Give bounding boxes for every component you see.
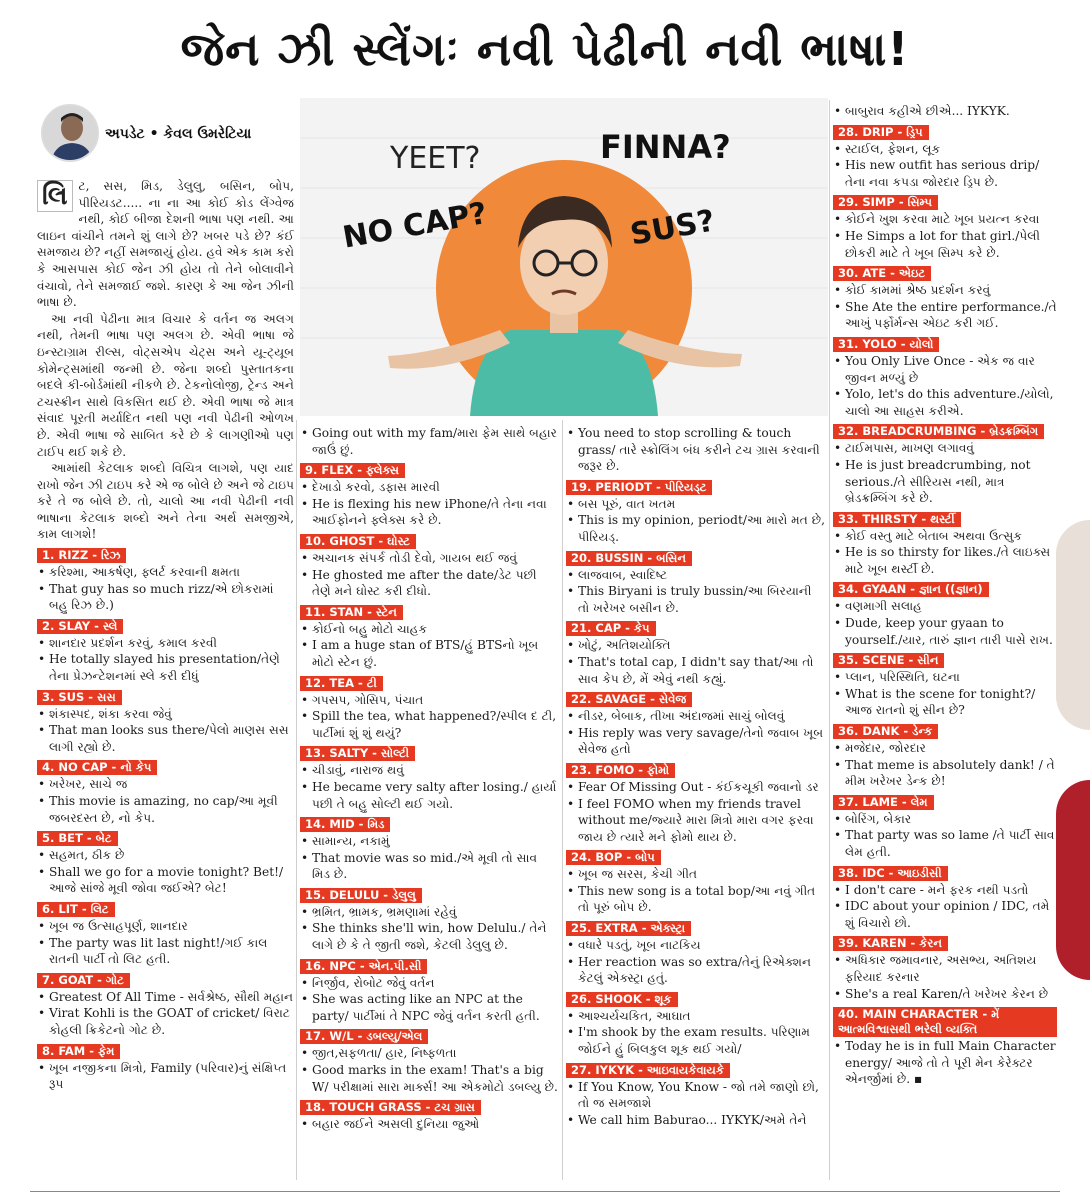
bullet-line: • ગપસપ, ગોસિપ, પંચાત: [300, 692, 558, 709]
slang-entry: [300, 744, 558, 812]
slang-entry: [566, 619, 826, 687]
bullet-line: • That meme is absolutely dank! / તે મીમ ખરેખર ડેન્ક છે!: [833, 757, 1057, 790]
slang-term-tag: 36. DANK - ડેન્ક: [833, 724, 938, 739]
slang-term-tag: 6. LIT - લિટ: [37, 902, 115, 917]
bullet-line: • બાબુરાવ કહીએ છીએ... IYKYK.: [833, 103, 1057, 120]
slang-term-tag: 5. BET - બેટ: [37, 831, 118, 846]
bullet-line: • She's a real Karen/તે ખરેખર કેરન છે: [833, 986, 1057, 1003]
bullet-line: • You need to stop scrolling & touch grass/ તારે સ્ક્રોલિંગ બંધ કરીને ટચ ગ્રાસ કરવાની જરૂર છે.: [566, 425, 826, 475]
slang-entry: [566, 690, 826, 758]
slang-bullets: [833, 528, 1057, 578]
byline: અપડેટ • કેવલ ઉમરેટિયા: [105, 126, 252, 142]
slang-entry: [566, 919, 826, 987]
slang-bullets: [833, 440, 1057, 506]
slang-entry: [37, 758, 294, 826]
bullet-line: • We call him Baburao... IYKYK/અમે તેને: [566, 1112, 826, 1129]
slang-bullets: [833, 811, 1057, 861]
bullet-line: • બોરિંગ, બેકાર: [833, 811, 1057, 828]
headline: જેન ઝી સ્લેંગઃ નવી પેઢીની નવી ભાષા!: [180, 22, 910, 76]
slang-entry: [833, 651, 1057, 719]
slang-entry: [566, 990, 826, 1058]
slang-entry: [37, 688, 294, 756]
slang-term-tag: 27. IYKYK - આઇવાયકેવાયકે: [566, 1063, 730, 1078]
intro-paragraph: લિ ટ, સસ, મિડ, ડેલુલુ, બસિન, બોપ, પીરિયડટ..... ના ના આ કોઈ કોડ લેંગ્વેજ નથી, કોઈ બીજા દેશની ભાષા પણ નથી. આ લાઇન વાંચીને તમને શું લાગે છે? ખબર પડે છે? કંઈ સમજાય છે? નહીં સમજાયું હોય. હવે એક કામ કરો કે આસપાસ કોઈ જેન ઝી હોય તો તેને બોલાવીને વંચાવો, તેને સમજાઈ જશે. કારણ કે આ જેન ઝીની ભાષા છે.: [37, 179, 294, 310]
bullet-line: • કોઈ વસ્તુ માટે બેતાબ અથવા ઉત્સુક: [833, 528, 1057, 545]
slang-term-tag: 1. RIZZ - રિઝ: [37, 548, 126, 563]
slang-term-tag: 18. TOUCH GRASS - ટચ ગ્રાસ: [300, 1100, 481, 1115]
bullet-line: • ખૂબ નજીકના મિત્રો, Family (પરિવાર)નું સંક્ષિપ્ત રૂપ: [37, 1060, 294, 1093]
bullet-line: • અચાનક સંપર્ક તોડી દેવો, ગાયબ થઈ જવું: [300, 550, 558, 567]
author-avatar: [41, 104, 99, 162]
slang-bullets: [37, 847, 294, 897]
bullet-line: • Her reaction was so extra/તેનું રિએક્શન કેટલું એક્સ્ટ્રા હતું.: [566, 954, 826, 987]
slang-term-tag: 39. KAREN - કેરન: [833, 936, 948, 951]
bullet-line: • He is so thirsty for likes./તે લાઇક્સ માટે ખૂબ થર્સ્ટી છે.: [833, 544, 1057, 577]
slang-bullets: [37, 989, 294, 1039]
slang-bullets: [300, 904, 558, 954]
slang-bullets: [833, 353, 1057, 419]
slang-entry: [566, 848, 826, 916]
word-nocap: NO CAP?: [340, 195, 490, 256]
slang-bullets: [833, 141, 1057, 191]
bullet-line: • મજેદાર, જોરદાર: [833, 740, 1057, 757]
slang-entry: [300, 603, 558, 671]
bullet-line: • That's total cap, I didn't say that/આ તો સાવ કેપ છે, મેં એવું નથી કહ્યું.: [566, 654, 826, 687]
column-divider: [829, 100, 830, 1180]
bullet-line: • He totally slayed his presentation/તેણે તેના પ્રેઝન્ટેશનમાં સ્લે કરી દીધું: [37, 651, 294, 684]
slang-term-tag: 12. TEA - ટી: [300, 676, 383, 691]
edge-photo: [1056, 520, 1090, 730]
bullet-line: • What is the scene for tonight?/આજ રાતનો શું સીન છે?: [833, 686, 1057, 719]
slang-bullets: [566, 708, 826, 758]
footer-rule: [30, 1191, 1060, 1192]
column-2: [300, 422, 558, 1133]
slang-entry: [566, 761, 826, 845]
column-3: [566, 422, 826, 1128]
confused-person-illustration: [300, 98, 828, 416]
slang-bullets: [566, 496, 826, 546]
bullet-line: • Yolo, let's do this adventure./યોલો, ચાલો આ સાહસ કરીએ.: [833, 386, 1057, 419]
slang-term-tag: 22. SAVAGE - સેવેજ: [566, 692, 692, 707]
slang-entry: [566, 1061, 826, 1129]
bullet-line: • Spill the tea, what happened?/સ્પીલ દ ટી, પાર્ટીમાં શું શું થયું?: [300, 708, 558, 741]
bullet-line: • That man looks sus there/પેલો માણસ સસ લાગી રહ્યો છે.: [37, 722, 294, 755]
bullet-line: • If You Know, You Know - જો તમે જાણો છો, તો જ સમજાશે: [566, 1079, 826, 1112]
column-4: [833, 100, 1057, 1088]
bullet-line: • આશ્ચર્યચકિત, આઘાત: [566, 1008, 826, 1025]
slang-entry: [833, 1005, 1057, 1088]
bullet-line: • Virat Kohli is the GOAT of cricket/ વિરાટ કોહલી ક્રિકેટનો ગોટ છે.: [37, 1005, 294, 1038]
slang-bullets: [833, 1038, 1057, 1088]
slang-entry: [833, 934, 1057, 1002]
slang-bullets: [300, 1116, 558, 1133]
slang-bullets: [833, 952, 1057, 1002]
intro-paragraph: આ નવી પેઢીના માત્ર વિચાર કે વર્તન જ અલગ નથી, તેમની ભાષા પણ અલગ છે. એવી ભાષા જે ઇન્સ્ટાગ્રામ રીલ્સ, વોટ્સએપ ચેટ્સ અને યૂ-ટ્યૂબ કોમેન્ટ્સમાંથી જન્મી છે. જેના શબ્દો પુસ્તાતકના બદલે કી-બોર્ડમાંથી નીકળે છે. ટેકનોલોજી, ટ્રેન્ડ અને ટચસ્ક્રીન સાથે વિકસિત થઈ છે. એવી ભાષા જે માત્ર સંવાદ પૂરતી મર્યાદિત નથી પણ નવી પેઢીની ઓળખ છે. એવી ભાષા જે સાબિત કરે છે કે લાગણીઓ પણ ટાઈપ થઈ શકે છે.: [37, 311, 294, 459]
slang-entry: [300, 1098, 558, 1133]
slang-bullets: [566, 866, 826, 916]
slang-bullets: [300, 975, 558, 1025]
bullet-line: • ખૂબ જ સરસ, કેચી ગીત: [566, 866, 826, 883]
slang-term-tag: 25. EXTRA - એક્સ્ટ્રા: [566, 921, 691, 936]
bullet-line: • Shall we go for a movie tonight? Bet!/ આજે સાંજે મૂવી જોવા જઈએ? બેટ!: [37, 864, 294, 897]
bullet-line: • I am a huge stan of BTS/હું BTSનો ખૂબ મોટો સ્ટેન છું.: [300, 637, 558, 670]
slang-bullets: [300, 550, 558, 600]
slang-term-tag: 21. CAP - કેપ: [566, 621, 656, 636]
slang-term-tag: 26. SHOOK - શૂક: [566, 992, 678, 1007]
slang-bullets: [37, 776, 294, 826]
slang-entry: [833, 193, 1057, 261]
bullet-line: • I'm shook by the exam results. પરિણામ જોઈને હું બિલકુલ શૂક થઈ ગયો/: [566, 1024, 826, 1057]
bullet-line: • The party was lit last night!/ગઈ કાલ રાતની પાર્ટી તો લિટ હતી.: [37, 935, 294, 968]
bullet-line: • સહમત, ઠીક છે: [37, 847, 294, 864]
slang-entry: [37, 1042, 294, 1093]
bullet-line: • શંકાસ્પદ, શંકા કરવા જેવું: [37, 706, 294, 723]
bullet-line: • ભ્રમિત, ભ્રામક, ભ્રમણામાં રહેવું: [300, 904, 558, 921]
word-sus: SUS?: [627, 203, 718, 253]
slang-bullets: [566, 1008, 826, 1058]
slang-bullets: [566, 1079, 826, 1129]
slang-entry: [300, 532, 558, 600]
bullet-line: • Fear Of Missing Out - કંઈકચૂકી જવાનો ડર: [566, 779, 826, 796]
bullet-line: • કરિશ્મા, આકર્ષણ, ફ્લર્ટ કરવાની ક્ષમતા: [37, 564, 294, 581]
bullet-line: • You Only Live Once - એક જ વાર જીવન મળ્યું છે: [833, 353, 1057, 386]
bullet-line: • That movie was so mid./એ મૂવી તો સાવ મિડ છે.: [300, 850, 558, 883]
bullet-line: • Going out with my fam/મારા ફેમ સાથે બહાર જાઉં છું.: [300, 425, 558, 458]
bullet-line: • That guy has so much rizz/એ છોકરામાં બહુ રિઝ છે.): [37, 581, 294, 614]
slang-bullets: [300, 425, 558, 458]
bullet-line: • શાનદાર પ્રદર્શન કરવું, કમાલ કરવી: [37, 635, 294, 652]
slang-bullets: [37, 1060, 294, 1093]
edge-photo: [1056, 780, 1090, 980]
slang-entry: [37, 617, 294, 685]
bullet-line: • He became very salty after losing./ હાર્યા પછી તે બહુ સોલ્ટી થઈ ગયો.: [300, 779, 558, 812]
bullet-line: • કોઈને ખુશ કરવા માટે ખૂબ પ્રયત્ન કરવા: [833, 211, 1057, 228]
slang-entry: [37, 546, 294, 614]
bullet-line: • This Biryani is truly bussin/આ બિરયાની તો ખરેખર બસીન છે.: [566, 583, 826, 616]
bullet-line: • ચીડાવું, નારાજ થવું: [300, 762, 558, 779]
slang-bullets: [566, 425, 826, 475]
bullet-line: • વધારે પડતું, ખૂબ નાટકિય: [566, 937, 826, 954]
slang-bullets: [833, 740, 1057, 790]
slang-entry: [300, 886, 558, 954]
slang-bullets: [300, 1045, 558, 1095]
bullet-line: • She was acting like an NPC at the party/ પાર્ટીમાં તે NPC જેવું વર્તન કરતી હતી.: [300, 991, 558, 1024]
slang-term-tag: 24. BOP - બોપ: [566, 850, 661, 865]
slang-term-tag: 10. GHOST - ઘોસ્ટ: [300, 534, 416, 549]
slang-entry: [566, 478, 826, 546]
column-divider: [296, 420, 297, 1180]
bullet-line: • ટાઈમપાસ, માખણ લગાવવું: [833, 440, 1057, 457]
bullet-line: • Dude, keep your gyaan to yourself./યાર, તારું જ્ઞાન તારી પાસે રાખ.: [833, 615, 1057, 648]
slang-term-tag: 35. SCENE - સીન: [833, 653, 944, 668]
slang-bullets: [566, 937, 826, 987]
slang-entry: [300, 1027, 558, 1095]
slang-term-tag: 8. FAM - ફેમ: [37, 1044, 120, 1059]
slang-bullets: [37, 918, 294, 968]
bullet-line: • I feel FOMO when my friends travel without me/જ્યારે મારા મિત્રો મારા વગર ફરવા જાય છે ત્યારે મને ફોમો થાય છે.: [566, 796, 826, 846]
bullet-line: • This is my opinion, periodt/આ મારો મત છે, પીરિયડ્.: [566, 512, 826, 545]
bullet-line: • વણમાગી સલાહ: [833, 598, 1057, 615]
slang-term-tag: 34. GYAAN - જ્ઞાન ((જ્ઞાન): [833, 582, 989, 597]
slang-entry: [833, 580, 1057, 648]
illustration: [300, 98, 828, 416]
slang-term-tag: 15. DELULU - ડેલુલુ: [300, 888, 422, 903]
slang-entry: [300, 674, 558, 742]
bullet-line: • ખોટું, અતિશયોક્તિ: [566, 637, 826, 654]
bullet-line: • Greatest Of All Time - સર્વશ્રેષ્ઠ, સૌથી મહાન: [37, 989, 294, 1006]
bullet-line: • Good marks in the exam! That's a big W/ પરીક્ષામાં સારા માર્ક્સ! આ એકમોટો ડબલ્યુ છે.: [300, 1062, 558, 1095]
slang-term-tag: 37. LAME - લેમ: [833, 795, 934, 810]
bullet-line: • Today he is in full Main Character energy/ આજે તો તે પૂરી મેન કેરેક્ટર એનર્જીમાં છે. ▪: [833, 1038, 1057, 1088]
bullet-line: • સામાન્ય, નકામું: [300, 833, 558, 850]
bullet-line: • He is just breadcrumbing, not serious./તે સીરિયસ નથી, માત્ર બ્રેડક્રમ્બિંગ કરે છે.: [833, 457, 1057, 507]
slang-entry: [833, 103, 1057, 120]
slang-term-tag: 20. BUSSIN - બસિન: [566, 551, 692, 566]
slang-term-tag: 23. FOMO - ફોમો: [566, 763, 675, 778]
bullet-line: • IDC about your opinion / IDC, તમે શું વિચારો છો.: [833, 898, 1057, 931]
slang-term-tag: 13. SALTY - સોલ્ટી: [300, 746, 415, 761]
bullet-line: • This movie is amazing, no cap/આ મૂવી જબરદસ્ત છે, નો કેપ.: [37, 793, 294, 826]
bullet-line: • That party was so lame /તે પાર્ટી સાવ લેમ હતી.: [833, 827, 1057, 860]
column-1: [37, 178, 294, 1093]
slang-entry: [300, 957, 558, 1025]
bullet-line: • He is flexing his new iPhone/તે તેના નવા આઈફોનને ફ્લેક્સ કરે છે.: [300, 496, 558, 529]
slang-entry: [37, 829, 294, 897]
intro-paragraph: આમાંથી કેટલાક શબ્દો વિચિત્ર લાગશે, પણ યાદ રાખો જેન ઝી ટાઇપ કરે એ જ બોલે છે અને જે ટાઇપ કરે તે જ બોલે છે. તો, ચાલો આ નવી પેઢીની નવી ભાષાના કેટલાક શબ્દો અને તેના અર્થ સમજીએ, કામ લાગશે!: [37, 461, 294, 542]
slang-entry: [566, 549, 826, 617]
bullet-line: • She Ate the entire performance./તે આખું પર્ફોર્મન્સ એઇટ કરી ગઈ.: [833, 299, 1057, 332]
bullet-line: • His reply was very savage/તેનો જવાબ ખૂબ સેવેજ હતો: [566, 725, 826, 758]
slang-term-tag: 3. SUS - સસ: [37, 690, 122, 705]
slang-term-tag: 7. GOAT - ગોટ: [37, 973, 130, 988]
slang-bullets: [833, 282, 1057, 332]
slang-bullets: [833, 103, 1057, 120]
slang-entry: [833, 123, 1057, 191]
slang-entry: [833, 510, 1057, 578]
slang-term-tag: 33. THIRSTY - થર્સ્ટી: [833, 512, 961, 527]
bullet-line: • અધિકાર જમાવનાર, અસભ્ય, અતિશય ફરિયાદ કરનાર: [833, 952, 1057, 985]
bullet-line: • નીડર, બેબાક, તીખા અંદાજમાં સાચું બોલવું: [566, 708, 826, 725]
word-finna: FINNA?: [600, 128, 731, 166]
slang-bullets: [37, 635, 294, 685]
slang-term-tag: 2. SLAY - સ્લે: [37, 619, 123, 634]
slang-term-tag: 31. YOLO - યોલો: [833, 337, 939, 352]
bullet-line: • કોઈ કામમાં શ્રેષ્ઠ પ્રદર્શન કરવું: [833, 282, 1057, 299]
slang-entry: [300, 461, 558, 529]
slang-bullets: [566, 637, 826, 687]
slang-term-tag: 11. STAN - સ્ટેન: [300, 605, 403, 620]
slang-term-tag: 32. BREADCRUMBING - બ્રેડક્રમ્બિંગ: [833, 424, 1044, 439]
slang-bullets: [300, 762, 558, 812]
slang-term-tag: 30. ATE - એઇટ: [833, 266, 931, 281]
slang-bullets: [300, 621, 558, 671]
bullet-line: • He ghosted me after the date/ડેટ પછી તેણે મને ઘોસ્ટ કરી દીધો.: [300, 567, 558, 600]
slang-term-tag: 40. MAIN CHARACTER - મેં આત્મવિશ્વાસથી ભરેલી વ્યક્તિ: [833, 1007, 1057, 1037]
slang-entry: [833, 793, 1057, 861]
bullet-line: • પ્લાન, પરિસ્થિતિ, ઘટના: [833, 669, 1057, 686]
slang-bullets: [300, 692, 558, 742]
bullet-line: • બસ પૂરું, વાત ખતમ: [566, 496, 826, 513]
slang-bullets: [37, 564, 294, 614]
bullet-line: • She thinks she'll win, how Delulu./ તેને લાગે છે કે તે જીતી જશે, કેટલી ડેલુલુ છે.: [300, 920, 558, 953]
slang-entry: [37, 971, 294, 1039]
slang-bullets: [300, 833, 558, 883]
slang-entry: [833, 264, 1057, 332]
bullet-line: • લાજવાબ, સ્વાદિષ્ટ: [566, 567, 826, 584]
slang-term-tag: 14. MID - મિડ: [300, 817, 390, 832]
slang-entry: [37, 900, 294, 968]
bullet-line: • His new outfit has serious drip/તેના નવા કપડા જોરદાર ડ્રિપ છે.: [833, 157, 1057, 190]
bullet-line: • સ્ટાઈલ, ફેશન, લૂક: [833, 141, 1057, 158]
slang-term-tag: 19. PERIODT - પીરિયડ્ટ: [566, 480, 712, 495]
slang-bullets: [833, 211, 1057, 261]
slang-entry: [833, 722, 1057, 790]
slang-bullets: [300, 479, 558, 529]
slang-bullets: [833, 669, 1057, 719]
slang-bullets: [566, 567, 826, 617]
bullet-line: • દેખાડો કરવો, ડફાસ મારવી: [300, 479, 558, 496]
slang-term-tag: 38. IDC - આઇડીસી: [833, 866, 948, 881]
word-yeet: YEET?: [390, 141, 481, 176]
bullet-line: • જીત,સફળતા/ હાર, નિષ્ફળતા: [300, 1045, 558, 1062]
slang-term-tag: 28. DRIP - ડ્રિપ: [833, 125, 929, 140]
slang-entry: [300, 425, 558, 458]
slang-entry: [833, 335, 1057, 419]
bullet-line: • This new song is a total bop/આ નવું ગીત તો પૂરું બોપ છે.: [566, 883, 826, 916]
slang-bullets: [37, 706, 294, 756]
bullet-line: • He Simps a lot for that girl./પેલી છોકરી માટે તે ખૂબ સિમ્પ કરે છે.: [833, 228, 1057, 261]
slang-term-tag: 9. FLEX - ફ્લેક્સ: [300, 463, 405, 478]
slang-bullets: [833, 882, 1057, 932]
slang-term-tag: 29. SIMP - સિમ્પ: [833, 195, 938, 210]
slang-bullets: [566, 779, 826, 845]
bullet-line: • ખૂબ જ ઉત્સાહપૂર્ણ, શાનદાર: [37, 918, 294, 935]
slang-term-tag: 16. NPC - એન.પી.સી: [300, 959, 427, 974]
slang-entry: [566, 425, 826, 475]
slang-bullets: [833, 598, 1057, 648]
author-block: [37, 102, 287, 166]
bullet-line: • ખરેખર, સાચે જ: [37, 776, 294, 793]
bullet-line: • નિર્જીવ, રોબોટ જેવું વર્તન: [300, 975, 558, 992]
bullet-line: • બહાર જઈને અસલી દુનિયા જુઓ: [300, 1116, 558, 1133]
slang-entry: [833, 422, 1057, 506]
column-divider: [562, 420, 563, 1180]
slang-entry: [300, 815, 558, 883]
slang-term-tag: 17. W/L - ડબલ્યુ/એલ: [300, 1029, 428, 1044]
slang-entry: [833, 864, 1057, 932]
bullet-line: • કોઈનો બહુ મોટો ચાહક: [300, 621, 558, 638]
slang-term-tag: 4. NO CAP - નો કેપ: [37, 760, 157, 775]
bullet-line: • I don't care - મને ફરક નથી પડતો: [833, 882, 1057, 899]
dropcap: લિ: [37, 180, 73, 212]
